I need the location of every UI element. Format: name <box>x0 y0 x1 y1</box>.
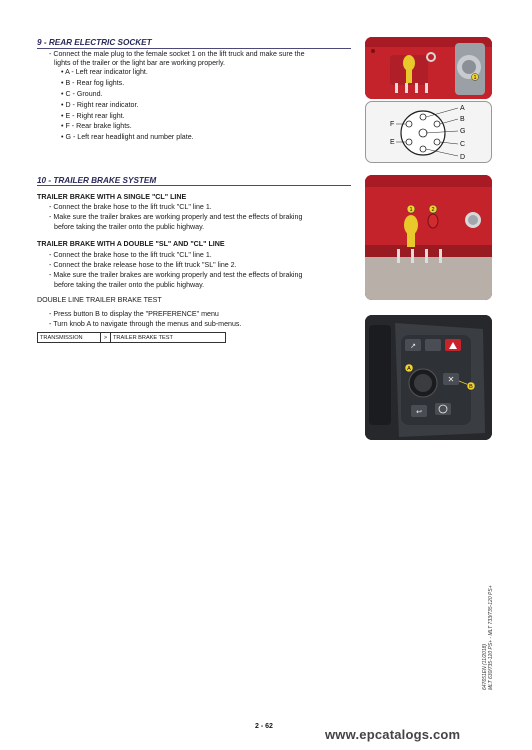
trailer-brake-illustration <box>365 175 492 300</box>
s9-line-4: • C - Ground. <box>61 90 103 98</box>
single-line-heading: TRAILER BRAKE WITH A SINGLE "CL" LINE <box>37 193 187 201</box>
single-line-0: - Connect the brake hose to the lift truck "CL" line 1. <box>49 203 212 211</box>
control-panel-photo <box>365 315 492 440</box>
section-10-title: 10 - TRAILER BRAKE SYSTEM <box>37 176 157 185</box>
section-9-title: 9 - REAR ELECTRIC SOCKET <box>37 38 152 47</box>
double-line-3: before taking the trailer onto the public highway. <box>54 281 205 289</box>
test-line-0: - Press button B to display the "PREFERENCE" menu <box>49 310 219 318</box>
s9-line-1: lights of the trailer or the light bar are working properly. <box>54 59 225 67</box>
brake-callout-2: 2 <box>431 207 435 213</box>
pin-label-g: G <box>460 128 466 135</box>
double-line-heading: TRAILER BRAKE WITH A DOUBLE "SL" AND "CL" LINE <box>37 240 225 248</box>
s9-line-2: • A - Left rear indicator light. <box>61 68 148 76</box>
rear-socket-illustration <box>365 37 492 99</box>
s9-line-6: • E - Right rear light. <box>61 112 125 120</box>
section-9-rule <box>37 48 351 49</box>
s9-line-7: • F - Rear brake lights. <box>61 122 132 130</box>
back-icon: ↩ <box>416 409 422 416</box>
panel-callout-b: B <box>469 384 473 390</box>
page-number: 2 - 62 <box>255 723 273 730</box>
double-line-1: - Connect the brake release hose to the lift truck "SL" line 2. <box>49 261 237 269</box>
s9-line-0: - Connect the male plug to the female socket 1 on the lift truck and make sure the <box>49 50 305 58</box>
socket-pinout-svg <box>366 102 492 163</box>
menu-path-transmission: TRANSMISSION <box>38 333 101 342</box>
section-10-rule <box>37 185 351 186</box>
trailer-brake-photo <box>365 175 492 300</box>
menu-path-separator: > <box>101 333 111 342</box>
pin-label-b: B <box>460 116 465 123</box>
control-panel-illustration <box>365 315 492 440</box>
double-line-2: - Make sure the trailer brakes are working properly and test the effects of braking <box>49 271 303 279</box>
brake-callout-1: 1 <box>409 207 413 213</box>
pin-label-a: A <box>460 105 465 112</box>
double-line-0: - Connect the brake hose to the lift truck "CL" line 1. <box>49 251 212 259</box>
s9-line-5: • D - Right rear indicator. <box>61 101 139 109</box>
document-code <box>482 585 494 690</box>
s9-line-8: • G - Left rear headlight and number plate. <box>61 133 194 141</box>
panel-callout-a: A <box>407 366 411 372</box>
s9-line-3: • B - Rear fog lights. <box>61 79 125 87</box>
document-code-line-2: MLT 630/735-120 PS+ - MLT 733/735-120 PS+ <box>488 585 494 690</box>
test-line-1: - Turn knob A to navigate through the menus and sub-menus. <box>49 320 242 328</box>
socket-pin-diagram <box>365 101 492 163</box>
single-line-1: - Make sure the trailer brakes are working properly and test the effects of braking <box>49 213 303 221</box>
document-code-line-1: 647651EN (11/2018) <box>482 643 488 690</box>
menu-path-box <box>37 332 226 343</box>
pin-label-f: F <box>390 121 395 128</box>
rear-socket-photo <box>365 37 492 99</box>
watermark-link[interactable]: www.epcatalogs.com <box>325 727 461 742</box>
arrow-icon: ↗ <box>410 343 416 350</box>
pin-label-d: D <box>460 154 466 161</box>
pin-label-c: C <box>460 141 466 148</box>
socket-callout-1: 1 <box>473 75 477 81</box>
single-line-2: before taking the trailer onto the public highway. <box>54 223 205 231</box>
menu-path-trailer-brake-test: TRAILER BRAKE TEST <box>113 334 173 341</box>
wrench-icon: ✕ <box>447 375 455 384</box>
pin-label-e: E <box>390 139 395 146</box>
test-heading: DOUBLE LINE TRAILER BRAKE TEST <box>37 296 162 304</box>
